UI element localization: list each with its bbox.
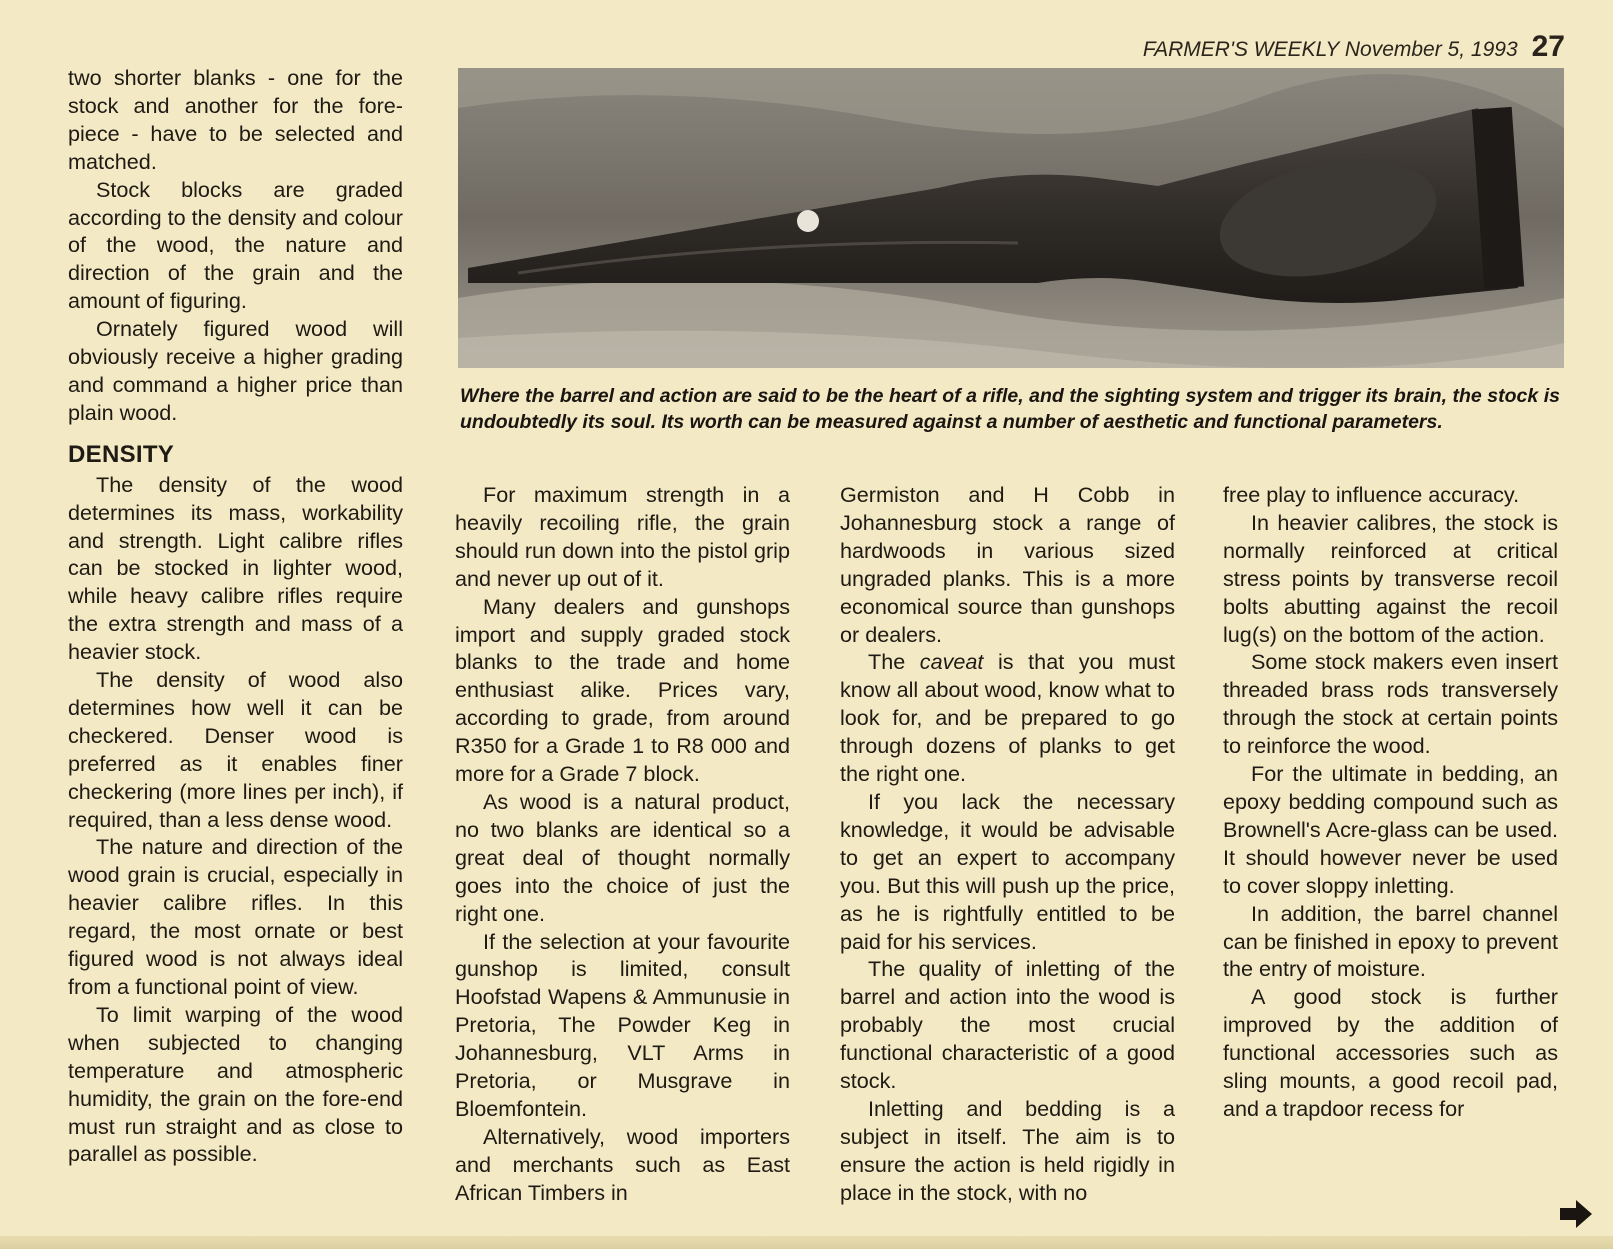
page-number: 27 [1531,30,1565,63]
paragraph: As wood is a natural product, no two blanks are identical so a great deal of thought normally goes into the choice of just the right one. [455,788,790,926]
paragraph: A good stock is further improved by the addition of functional accessories such as sling mounts, a good recoil pad, and a trapdoor recess for [1223,984,1558,1121]
paragraph: The nature and direction of the wood grain is crucial, especially in heavier calibre rifles. In this regard, the most ornate or best figured wood is not always ideal from a functional point of view. [68,834,403,999]
continue-arrow-icon [1560,1200,1592,1228]
paragraph: The density of the wood determines its mass, workability and strength. Light calibre rifles can be stocked in lighter wood, while heavy calibre rifles require the extra strength and mass of a heavier stock. [68,471,403,665]
paragraph: Stock blocks are graded according to the density and colour of the wood, the nature and direction of the grain and the amount of figuring. [68,176,403,314]
paragraph: If the selection at your favourite gunshop is limited, consult Hoofstad Wapens & Ammunusie in Pretoria, The Powder Keg in Johannesburg, VLT Arms in Pretoria, or Musgrave in Bloemfontein. [455,928,790,1121]
rifle-stock-image [458,68,1564,368]
section-heading: DENSITY [68,440,175,468]
text-run: is that you must know all about wood, know what to look for, and be prepared to go through dozens of planks to get the right one. [840,649,1175,787]
page-edge [0,1236,1613,1249]
emphasis: caveat [919,649,984,675]
paragraph: Alternatively, wood importers and merchants such as East African Timbers in [455,1123,790,1205]
paragraph [840,648,1175,788]
column-3 [840,481,1175,1207]
paragraph: free play to influence accuracy. [1223,482,1520,507]
running-header [1143,30,1565,64]
paragraph: If you lack the necessary knowledge, it would be advisable to get an expert to accompany you. But this will push up the price, as he is rightfully entitled to be paid for his services. [840,788,1175,954]
publication-date: FARMER'S WEEKLY November 5, 1993 [1142,38,1518,61]
paragraph: Ornately figured wood will obviously receive a higher grading and command a higher price than plain wood. [68,316,403,425]
paragraph: In heavier calibres, the stock is normally reinforced at critical stress points by transverse recoil bolts abutting against the recoil lug(s) on the bottom of the action. [1223,509,1558,647]
photo-caption: Where the barrel and action are said to be the heart of a rifle, and the sighting system and trigger its brain, the stock is undoubtedly its soul. Its worth can be measured against a number of aesthetic and functional parameters. [460,385,1560,433]
column-2 [455,481,790,1207]
paragraph: For the ultimate in bedding, an epoxy bedding compound such as Brownell's Acre-glass can be used. It should however never be used to cover sloppy inletting. [1223,761,1558,898]
paragraph: Many dealers and gunshops import and supply graded stock blanks to the trade and home enthusiast alike. Prices vary, according to grade, from around R350 for a Grade 1 to R8 000 and more for a Grade 7 block. [455,593,790,787]
paragraph: Some stock makers even insert threaded brass rods transversely through the stock at certain points to reinforce the wood. [1223,649,1558,759]
rifle-stock-photo [458,68,1564,368]
paragraph: The quality of inletting of the barrel and action into the wood is probably the most crucial functional characteristic of a good stock. [840,956,1175,1094]
column-1 [68,64,403,1168]
paragraph: To limit warping of the wood when subjected to changing temperature and atmospheric humidity, the grain on the fore-end must run straight and as close to parallel as possible. [68,1001,403,1167]
paragraph: The density of wood also determines how well it can be checkered. Denser wood is preferred as it enables finer checkering (more lines per inch), if required, than a less dense wood. [68,667,403,832]
paragraph: In addition, the barrel channel can be finished in epoxy to prevent the entry of moisture. [1223,900,1558,982]
paragraph: Germiston and H Cobb in Johannesburg stock a range of hardwoods in various sized ungraded planks. This is a more economical source than gunshops or dealers. [840,482,1175,647]
paragraph: two shorter blanks - one for the stock and another for the fore-piece - have to be selected and matched. [68,65,403,174]
column-4 [1223,481,1558,1123]
text-run: The [868,649,920,675]
paragraph: For maximum strength in a heavily recoiling rifle, the grain should run down into the pistol grip and never up out of it. [455,482,790,591]
paragraph: Inletting and bedding is a subject in itself. The aim is to ensure the action is held rigidly in place in the stock, with no [840,1095,1175,1205]
